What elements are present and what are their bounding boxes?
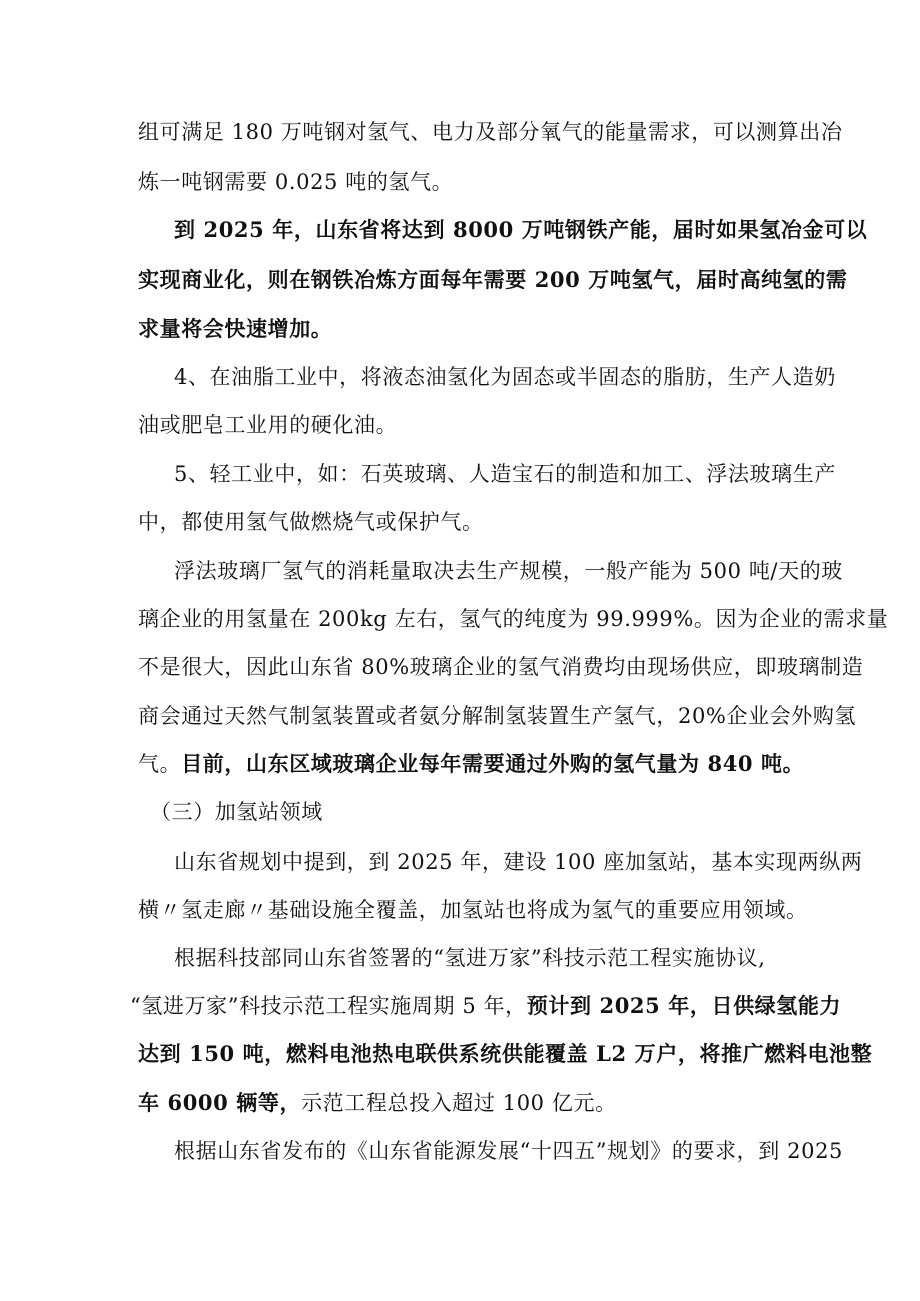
- p7-line4-bold: 车 6000 辆等，: [138, 1090, 302, 1115]
- p4-line1: 5、轻工业中，如：石英玻璃、人造宝石的制造和加工、浮法玻璃生产: [174, 462, 836, 486]
- p5-line1: 浮法玻璃厂氢气的消耗量取决去生产规模，一般产能为 500 吨/天的玻: [174, 559, 843, 583]
- p7-line2: [130, 994, 920, 1018]
- p8-line1: 根据山东省发布的《山东省能源发展“十四五”规划》的要求，到 2025: [174, 1139, 843, 1163]
- p7-line3: 达到 150 吨，燃料电池热电联供系统供能覆盖 L2 万户，将推广燃料电池整: [138, 1041, 873, 1066]
- p7-line4: [138, 1091, 920, 1115]
- p7-line2-normal: “氢进万家”科技示范工程实施周期 5 年，: [130, 994, 527, 1018]
- p2-line3: 求量将会快速增加。: [138, 316, 333, 341]
- p7-line4-normal: 示范工程总投入超过 100 亿元。: [301, 1091, 617, 1115]
- p7-line1: 根据科技部同山东省签署的“氢进万家”科技示范工程实施协议,: [174, 946, 766, 970]
- p5-line2: 璃企业的用氢量在 200kg 左右，氢气的纯度为 99.999%。因为企业的需求量: [138, 607, 889, 631]
- p6-line2: 横〃氢走廊〃基础设施全覆盖，加氢站也将成为氢气的重要应用领域。: [138, 898, 808, 922]
- p7-line2-bold: 预计到 2025 年，日供绿氢能力: [526, 993, 842, 1018]
- p2-line1: 到 2025 年，山东省将达到 8000 万吨钢铁产能，届时如果氢冶金可以: [174, 217, 868, 242]
- p5-line5: [138, 752, 920, 776]
- p5-line5-normal: 气。: [138, 752, 182, 776]
- p4-line2: 中，都使用氢气做燃烧气或保护气。: [138, 510, 484, 534]
- p6-line1: 山东省规划中提到，到 2025 年，建设 100 座加氢站，基本实现两纵两: [174, 850, 863, 874]
- section-heading: （三）加氢站领域: [150, 800, 323, 824]
- p3-line1: 4、在油脂工业中，将液态油氢化为固态或半固态的脂肪，生产人造奶: [174, 365, 836, 389]
- p2-line2: 实现商业化，则在钢铁冶炼方面每年需要 200 万吨氢气，届时高纯氢的需: [138, 267, 848, 292]
- p5-line3: 不是很大，因此山东省 80%玻璃企业的氢气消费均由现场供应，即玻璃制造: [138, 655, 864, 679]
- p1-line1: 组可满足 180 万吨钢对氢气、电力及部分氧气的能量需求，可以测算出冶: [138, 120, 843, 144]
- p5-line5-bold: 目前，山东区域玻璃企业每年需要通过外购的氢气量为 840 吨。: [181, 751, 805, 776]
- p5-line4: 商会通过天然气制氢装置或者氨分解制氢装置生产氢气，20%企业会外购氢: [138, 704, 857, 728]
- p3-line2: 油或肥皂工业用的硬化油。: [138, 413, 398, 437]
- p1-line2: 炼一吨钢需要 0.025 吨的氢气。: [138, 170, 454, 194]
